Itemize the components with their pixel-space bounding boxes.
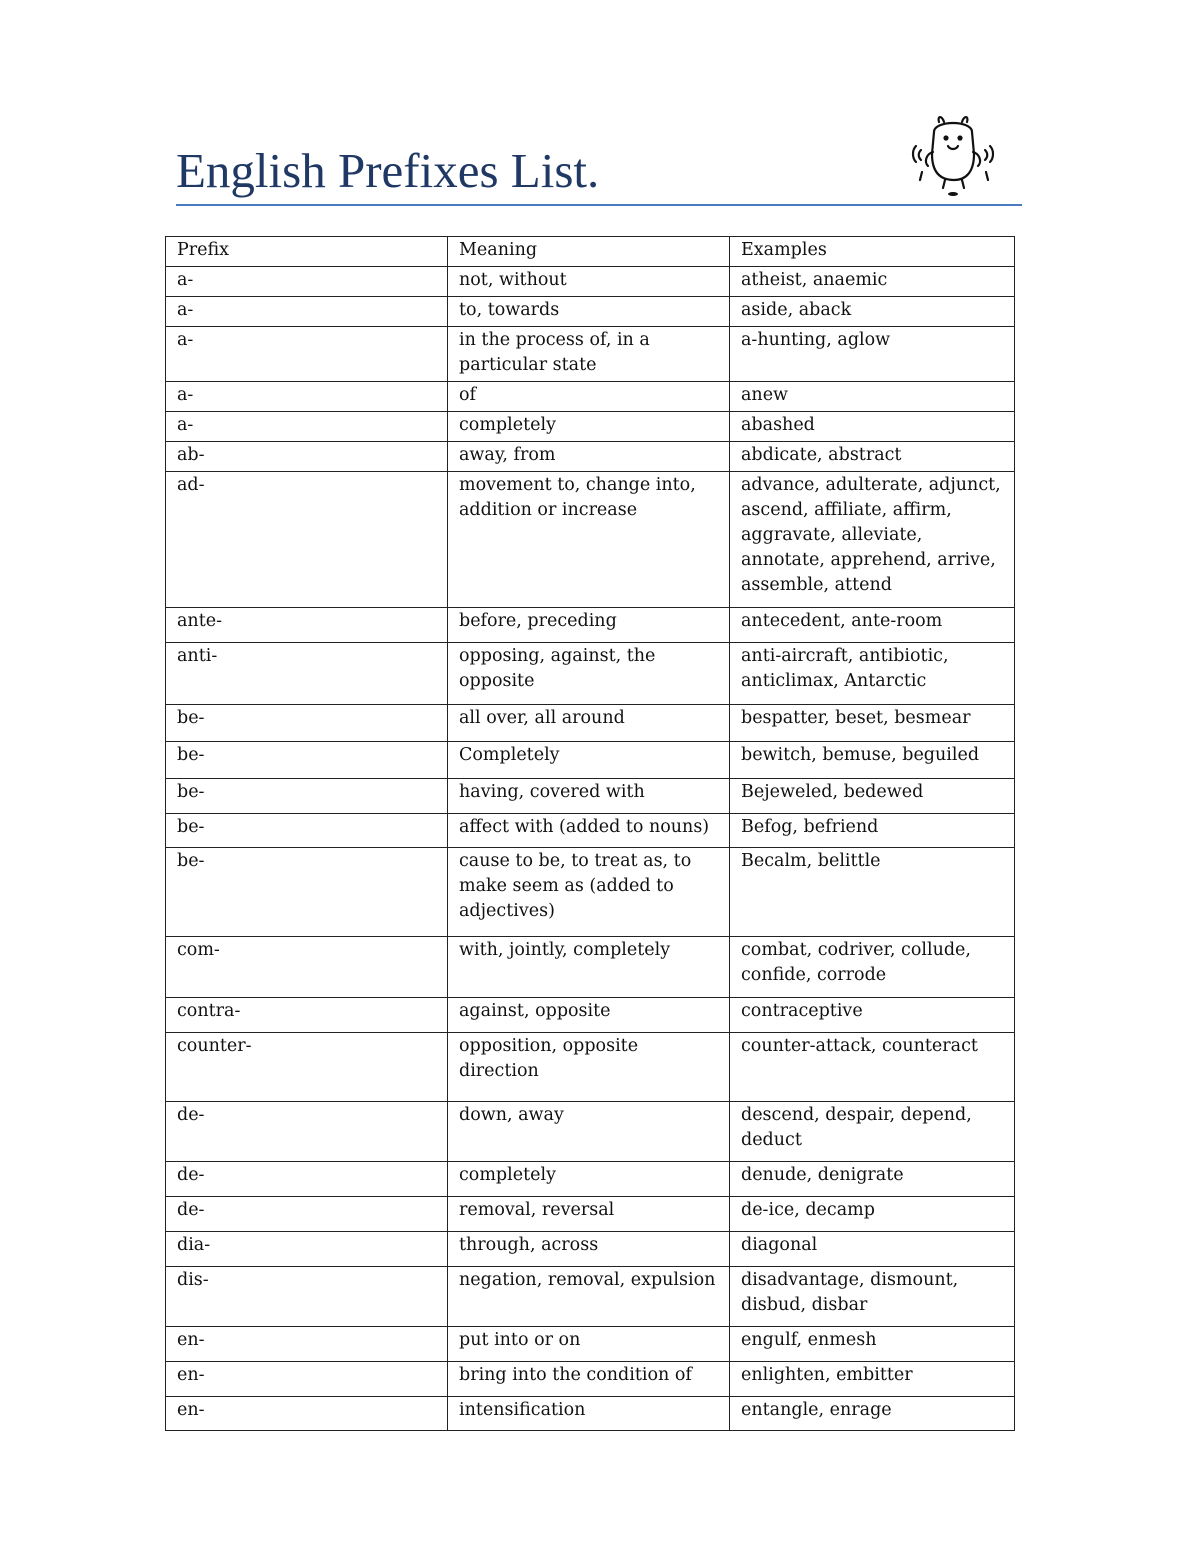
meaning-cell: cause to be, to treat as, to make seem as (added to adjectives) [448, 848, 730, 937]
table-row [166, 1197, 1015, 1232]
meaning-cell: of [448, 382, 730, 412]
table-row [166, 608, 1015, 643]
header-meaning: Meaning [448, 237, 730, 267]
examples-cell: descend, despair, depend, deduct [730, 1102, 1015, 1162]
table-row [166, 643, 1015, 705]
meaning-cell: away, from [448, 442, 730, 472]
meaning-cell: put into or on [448, 1327, 730, 1362]
table-row [166, 1033, 1015, 1102]
table-row [166, 779, 1015, 814]
meaning-cell: intensification [448, 1397, 730, 1431]
prefix-cell: en- [166, 1362, 448, 1397]
examples-cell: de-ice, decamp [730, 1197, 1015, 1232]
examples-cell: disadvantage, dismount, disbud, disbar [730, 1267, 1015, 1327]
examples-cell: contraceptive [730, 998, 1015, 1033]
prefix-cell: be- [166, 742, 448, 779]
table-row [166, 1397, 1015, 1431]
prefix-cell: contra- [166, 998, 448, 1033]
table-row [166, 1327, 1015, 1362]
header-examples: Examples [730, 237, 1015, 267]
meaning-cell: before, preceding [448, 608, 730, 643]
bear-mascot-icon [904, 108, 1000, 200]
meaning-cell: negation, removal, expulsion [448, 1267, 730, 1327]
meaning-cell: Completely [448, 742, 730, 779]
meaning-cell: bring into the condition of [448, 1362, 730, 1397]
table-row [166, 382, 1015, 412]
prefix-cell: dia- [166, 1232, 448, 1267]
examples-cell: a-hunting, aglow [730, 327, 1015, 382]
prefix-cell: a- [166, 412, 448, 442]
table-row [166, 267, 1015, 297]
meaning-cell: opposing, against, the opposite [448, 643, 730, 705]
prefix-cell: ante- [166, 608, 448, 643]
prefix-cell: ad- [166, 472, 448, 608]
prefix-cell: be- [166, 848, 448, 937]
meaning-cell: all over, all around [448, 705, 730, 742]
table-row [166, 1102, 1015, 1162]
table-row [166, 1267, 1015, 1327]
meaning-cell: in the process of, in a particular state [448, 327, 730, 382]
prefix-cell: be- [166, 705, 448, 742]
prefix-cell: en- [166, 1327, 448, 1362]
table-row [166, 412, 1015, 442]
meaning-cell: down, away [448, 1102, 730, 1162]
prefix-cell: be- [166, 779, 448, 814]
table-row [166, 814, 1015, 848]
examples-cell: engulf, enmesh [730, 1327, 1015, 1362]
examples-cell: Befog, befriend [730, 814, 1015, 848]
meaning-cell: through, across [448, 1232, 730, 1267]
examples-cell: abdicate, abstract [730, 442, 1015, 472]
meaning-cell: not, without [448, 267, 730, 297]
table-row [166, 742, 1015, 779]
table-row [166, 848, 1015, 937]
examples-cell: atheist, anaemic [730, 267, 1015, 297]
prefix-cell: de- [166, 1197, 448, 1232]
table-row [166, 998, 1015, 1033]
prefix-cell: a- [166, 297, 448, 327]
examples-cell: aside, aback [730, 297, 1015, 327]
examples-cell: combat, codriver, collude, confide, corrode [730, 937, 1015, 998]
meaning-cell: completely [448, 412, 730, 442]
examples-cell: bespatter, beset, besmear [730, 705, 1015, 742]
table-row [166, 1362, 1015, 1397]
examples-cell: abashed [730, 412, 1015, 442]
prefixes-table [165, 236, 1015, 1431]
meaning-cell: affect with (added to nouns) [448, 814, 730, 848]
examples-cell: entangle, enrage [730, 1397, 1015, 1431]
table-row [166, 442, 1015, 472]
table-row [166, 705, 1015, 742]
examples-cell: denude, denigrate [730, 1162, 1015, 1197]
prefix-cell: a- [166, 267, 448, 297]
examples-cell: enlighten, embitter [730, 1362, 1015, 1397]
examples-cell: diagonal [730, 1232, 1015, 1267]
examples-cell: counter-attack, counteract [730, 1033, 1015, 1102]
meaning-cell: with, jointly, completely [448, 937, 730, 998]
table-row [166, 1162, 1015, 1197]
table-row [166, 472, 1015, 608]
meaning-cell: completely [448, 1162, 730, 1197]
prefix-cell: dis- [166, 1267, 448, 1327]
prefix-cell: com- [166, 937, 448, 998]
examples-cell: bewitch, bemuse, beguiled [730, 742, 1015, 779]
table-row [166, 1232, 1015, 1267]
meaning-cell: against, opposite [448, 998, 730, 1033]
meaning-cell: removal, reversal [448, 1197, 730, 1232]
title-underline [176, 204, 1022, 206]
examples-cell: Bejeweled, bedewed [730, 779, 1015, 814]
table-row [166, 937, 1015, 998]
prefix-cell: de- [166, 1162, 448, 1197]
examples-cell: antecedent, ante-room [730, 608, 1015, 643]
examples-cell: Becalm, belittle [730, 848, 1015, 937]
examples-cell: anew [730, 382, 1015, 412]
examples-cell: advance, adulterate, adjunct, ascend, affiliate, affirm, aggravate, alleviate, annotate, apprehend, arrive, assemble, attend [730, 472, 1015, 608]
prefix-cell: en- [166, 1397, 448, 1431]
meaning-cell: opposition, opposite direction [448, 1033, 730, 1102]
meaning-cell: having, covered with [448, 779, 730, 814]
meaning-cell: to, towards [448, 297, 730, 327]
prefix-cell: counter- [166, 1033, 448, 1102]
prefix-cell: a- [166, 327, 448, 382]
table-row [166, 327, 1015, 382]
header-prefix: Prefix [166, 237, 448, 267]
table-row [166, 297, 1015, 327]
prefix-cell: be- [166, 814, 448, 848]
prefix-cell: ab- [166, 442, 448, 472]
page-title: English Prefixes List. [176, 143, 600, 198]
examples-cell: anti-aircraft, antibiotic, anticlimax, Antarctic [730, 643, 1015, 705]
meaning-cell: movement to, change into, addition or increase [448, 472, 730, 608]
prefix-cell: anti- [166, 643, 448, 705]
prefix-cell: a- [166, 382, 448, 412]
prefix-cell: de- [166, 1102, 448, 1162]
table-header-row [166, 237, 1015, 267]
